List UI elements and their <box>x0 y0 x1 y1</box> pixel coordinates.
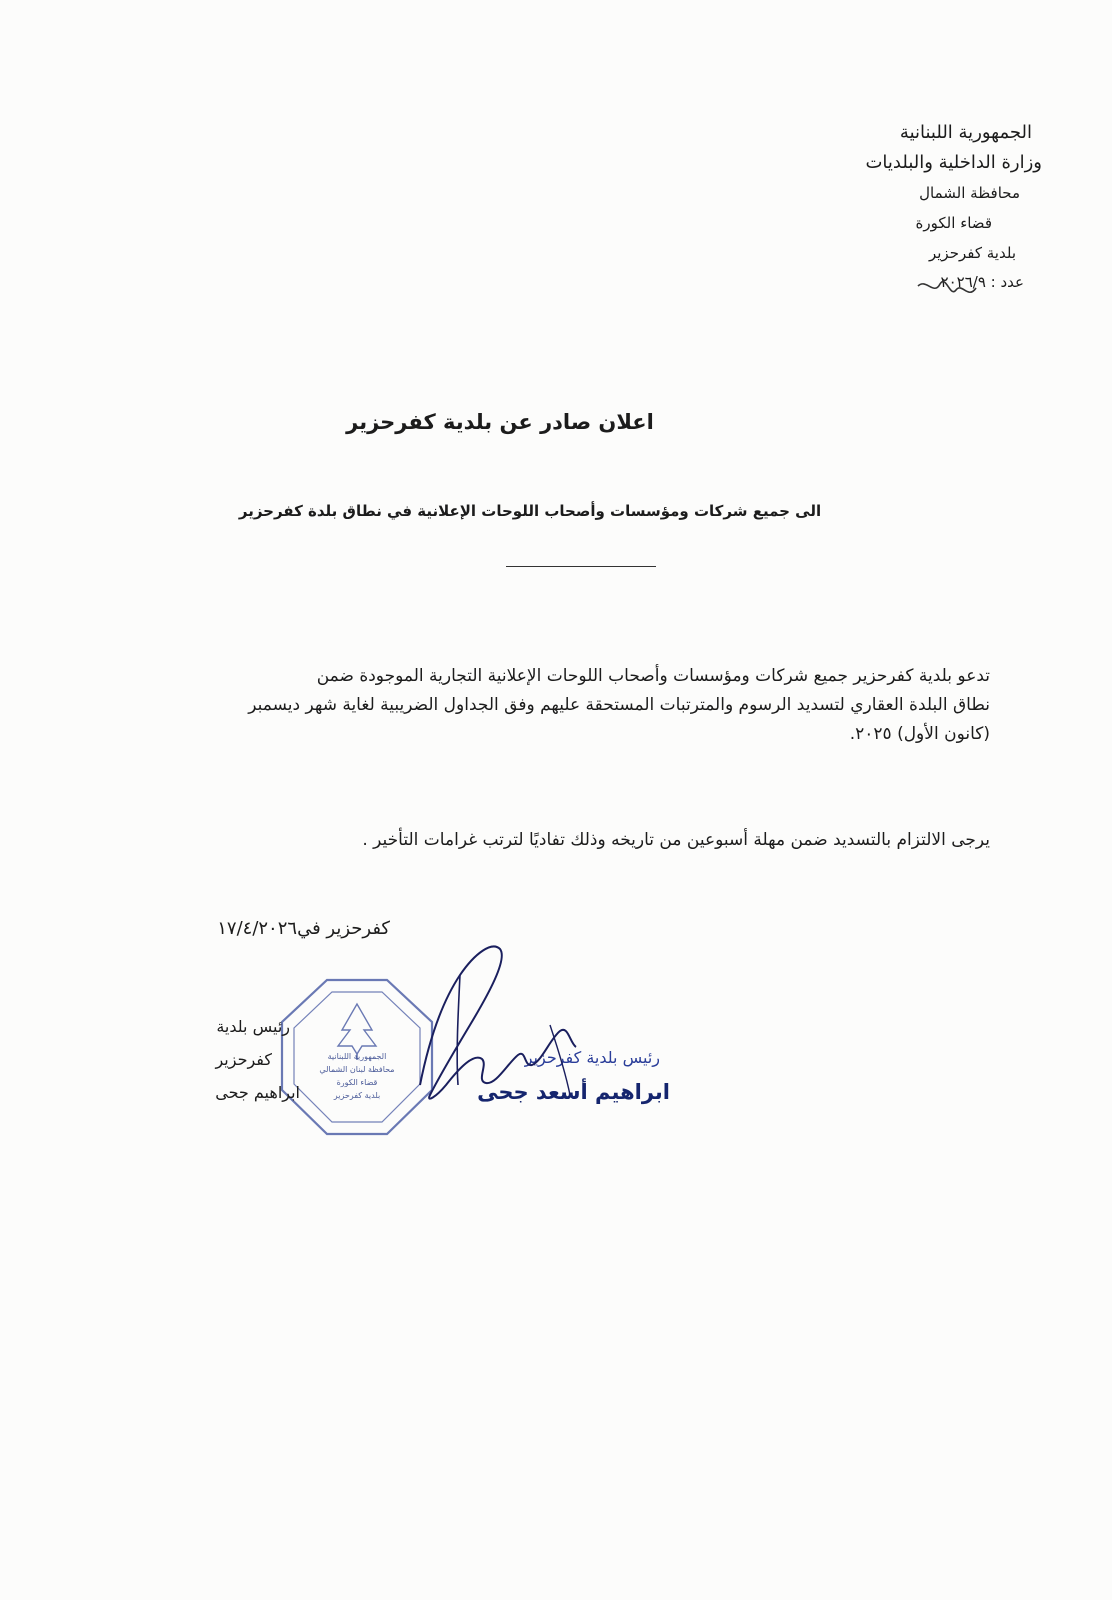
letterhead-governorate: محافظة الشمال <box>919 184 1020 202</box>
payment-notice: يرجى الالتزام بالتسديد ضمن مهلة أسبوعين من تاريخه وذلك تفاديًا لترتب غرامات التأخير . <box>362 830 990 850</box>
handwritten-signature <box>400 935 630 1135</box>
letterhead-republic: الجمهورية اللبنانية <box>899 122 1032 143</box>
title-divider <box>506 566 656 567</box>
signatory-block <box>180 1010 300 1109</box>
seal-line: قضاء الكورة <box>336 1078 378 1087</box>
letterhead-district: قضاء الكورة <box>915 214 992 232</box>
reference-value: ٢٠٢٦/٩ <box>940 273 986 291</box>
letterhead-ministry: وزارة الداخلية والبلديات <box>865 152 1042 173</box>
seal-line: بلدية كفرحزير <box>333 1091 381 1100</box>
seal-line: محافظة لبنان الشمالي <box>319 1065 395 1074</box>
letterhead-municipality: بلدية كفرحزير <box>928 244 1016 262</box>
body-line: تدعو بلدية كفرحزير جميع شركات ومؤسسات وأصحاب اللوحات الإعلانية التجارية الموجودة ضمن <box>316 666 990 686</box>
reference-label: عدد : <box>990 273 1024 291</box>
mayor-stamp-name: ابراهيم أسعد جحى <box>477 1080 670 1104</box>
signatory-municipality: كفرحزير <box>215 1050 272 1069</box>
signatory-title: رئيس بلدية <box>216 1017 290 1036</box>
seal-line: الجمهورية اللبنانية <box>327 1052 387 1061</box>
reference-number <box>722 268 1042 296</box>
announcement-subtitle: الى جميع شركات ومؤسسات وأصحاب اللوحات الإعلانية في نطاق بلدة كفرحزير <box>238 502 822 520</box>
body-line: نطاق البلدة العقاري لتسديد الرسوم والمترتبات المستحقة عليهم وفق الجداول الضريبية لغاية شهر ديسمبر <box>248 695 990 715</box>
handwritten-reference-mark <box>916 274 986 304</box>
mayor-stamp-title: رئيس بلدية كفرحزير <box>524 1048 660 1067</box>
issue-date: كفرحزير في١٧/٤/٢٠٢٦ <box>217 918 390 939</box>
signatory-name: ابراهيم جحى <box>215 1083 300 1102</box>
announcement-title: اعلان صادر عن بلدية كفرحزير <box>346 410 654 434</box>
body-line: (كانون الأول) ٢٠٢٥. <box>849 724 990 744</box>
announcement-body <box>178 662 990 749</box>
letterhead <box>722 118 1042 296</box>
